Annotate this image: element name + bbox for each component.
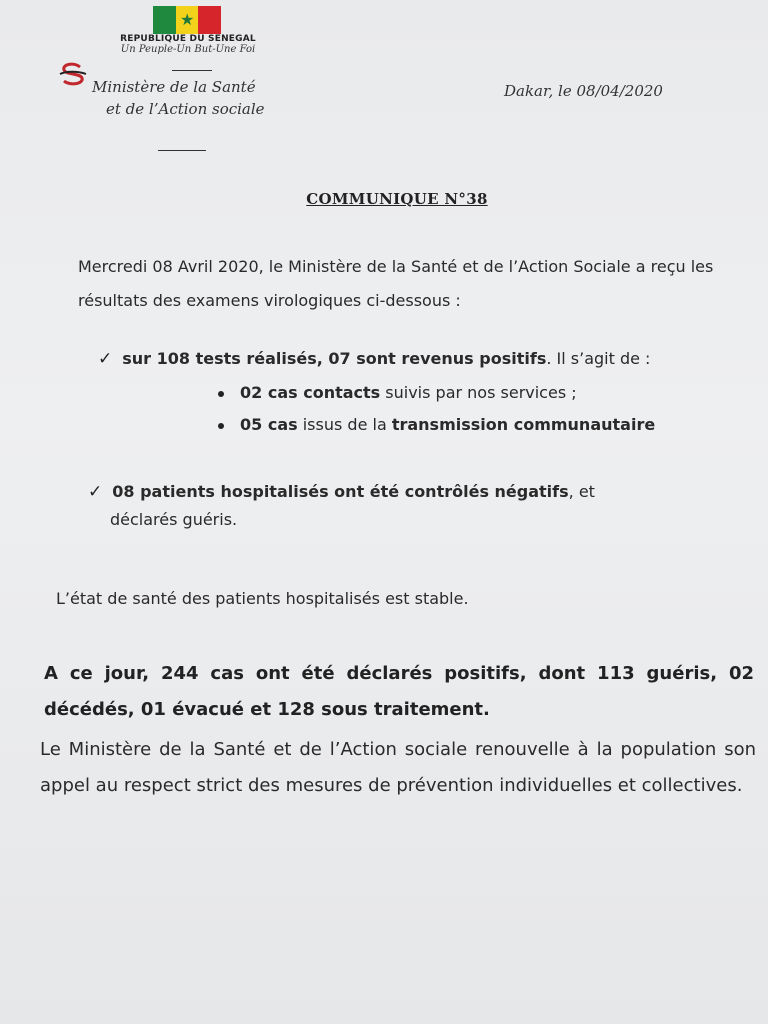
communique-title: COMMUNIQUE N°38 — [306, 190, 488, 208]
ministry-divider — [158, 150, 206, 151]
closing-paragraph: Le Ministère de la Santé et de l’Action sociale renouvelle à la population son appel au respect strict des mesures de prévention individuelles et collectives. — [40, 739, 756, 796]
green-star-icon: ★ — [180, 10, 195, 29]
community-mid: issus de la — [297, 415, 392, 434]
checkmark-icon: ✓ — [88, 482, 103, 502]
intro-paragraph: Mercredi 08 Avril 2020, le Ministère de la Santé et de l’Action Sociale a reçu les résultats des examens virologiques ci-dessous : — [78, 257, 714, 310]
sub-item-contacts — [218, 379, 738, 407]
bullet-dot-icon — [218, 423, 224, 429]
checklist-item-recovered — [88, 478, 738, 534]
recovered-bold: 08 patients hospitalisés ont été contrôlés négatifs — [112, 482, 569, 501]
ministry-name — [92, 76, 312, 120]
community-bold1: 05 cas — [240, 415, 298, 434]
ministry-line2: et de l’Action sociale — [106, 100, 265, 118]
ministry-logo-icon — [58, 62, 88, 86]
dateline: Dakar, le 08/04/2020 — [504, 82, 663, 100]
tests-result-bold: sur 108 tests réalisés, 07 sont revenus positifs — [122, 349, 547, 368]
senegal-flag-icon — [153, 6, 221, 34]
tests-result-rest: . Il s’agit de : — [546, 349, 651, 368]
cumulative-summary: A ce jour, 244 cas ont été déclarés positifs, dont 113 guéris, 02 décédés, 01 évacué et 128 sous traitement. — [44, 663, 754, 720]
sub-item-community — [218, 411, 758, 439]
ministry-line1: Ministère de la Santé — [92, 78, 256, 96]
recovered-continuation: déclarés guéris. — [110, 510, 238, 529]
bullet-dot-icon — [218, 391, 224, 397]
checkmark-icon: ✓ — [98, 349, 113, 369]
republic-motto: Un Peuple-Un But-Une Foi — [120, 44, 256, 55]
stable-statement: L’état de santé des patients hospitalisés est stable. — [56, 589, 469, 608]
community-bold2: transmission communautaire — [391, 415, 656, 434]
republic-name: REPUBLIQUE DU SENEGAL — [120, 34, 256, 44]
checklist-item-tests — [98, 345, 738, 373]
header-divider — [172, 70, 212, 71]
recovered-rest: , et — [568, 482, 595, 501]
contacts-rest: suivis par nos services ; — [380, 383, 577, 402]
contacts-bold: 02 cas contacts — [240, 383, 381, 402]
